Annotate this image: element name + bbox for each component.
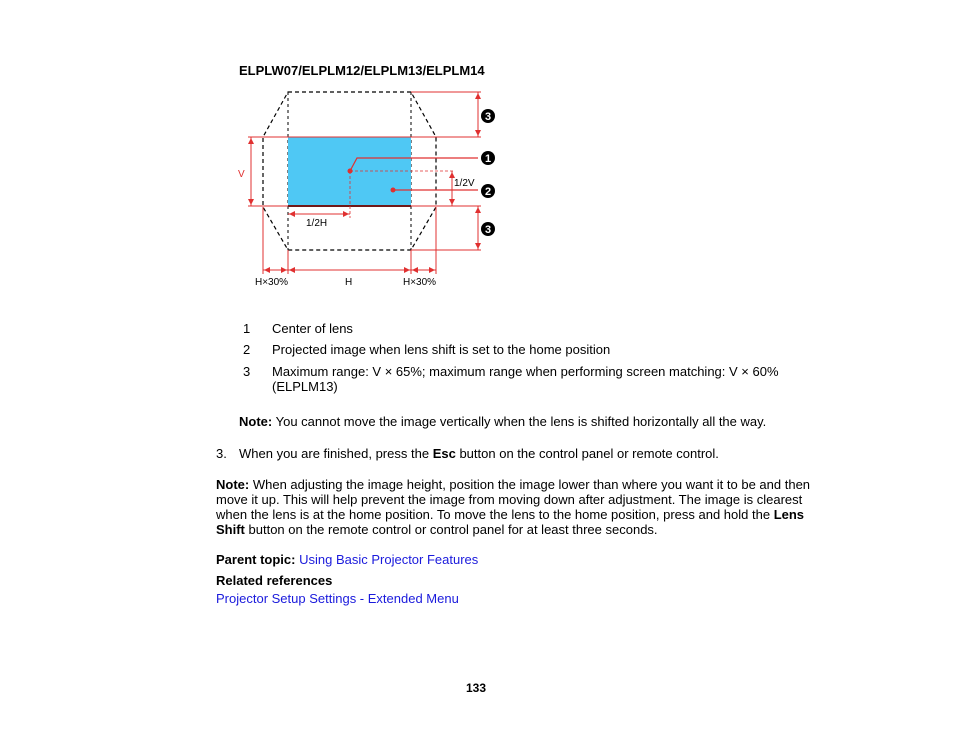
legend-text-3-cont: (ELPLM13) bbox=[272, 379, 338, 394]
v-arrow-top bbox=[248, 138, 254, 144]
half-v-arrow-b bbox=[449, 199, 455, 205]
top-range-arrow-a bbox=[475, 93, 481, 99]
related-references-heading: Related references bbox=[216, 573, 333, 588]
h-arrow-4 bbox=[404, 267, 410, 273]
svg-text:3: 3 bbox=[484, 224, 492, 236]
h-arrow-2 bbox=[281, 267, 287, 273]
shift-key-name: Shift bbox=[216, 522, 245, 537]
half-v-label: 1/2V bbox=[454, 178, 475, 189]
note2-line1-text: When adjusting the image height, position the image lower than where you want it to be and then bbox=[252, 477, 811, 492]
step-3-post: button on the control panel or remote control. bbox=[459, 446, 719, 461]
note2-line-2: move it up. This will help prevent the image from moving down after adjustment. The image is clearest bbox=[216, 492, 803, 507]
half-h-label: 1/2H bbox=[306, 218, 328, 229]
callout-2 bbox=[481, 184, 495, 198]
callout-1 bbox=[481, 151, 495, 165]
section-heading: ELPLW07/ELPLM12/ELPLM13/ELPLM14 bbox=[239, 63, 485, 78]
svg-text:1: 1 bbox=[484, 153, 492, 165]
legend-num-2: 2 bbox=[243, 342, 251, 357]
esc-key-name: Esc bbox=[432, 446, 456, 461]
note-vertical-shift bbox=[239, 414, 766, 429]
note2-label: Note: bbox=[216, 477, 250, 492]
svg-text:3: 3 bbox=[484, 111, 492, 123]
bottom-range-arrow-b bbox=[475, 243, 481, 249]
h-arrow-5 bbox=[412, 267, 418, 273]
parent-topic-label: Parent topic: bbox=[216, 552, 296, 567]
parent-topic bbox=[216, 552, 478, 567]
legend-num-3: 3 bbox=[243, 364, 251, 379]
h-arrow-6 bbox=[429, 267, 435, 273]
half-h-arrow-a bbox=[289, 211, 295, 217]
legend-text-3: Maximum range: V × 65%; maximum range when performing screen matching: V × 60% bbox=[272, 364, 779, 379]
v-label: V bbox=[238, 169, 245, 180]
related-reference-link[interactable]: Projector Setup Settings - Extended Menu bbox=[216, 591, 459, 606]
callout-3-top bbox=[481, 109, 495, 123]
lens-shift-range-diagram bbox=[230, 82, 500, 294]
note2-line-1 bbox=[216, 477, 810, 492]
parent-topic-link[interactable]: Using Basic Projector Features bbox=[299, 552, 479, 567]
step-3-text bbox=[239, 446, 719, 461]
bottom-range-arrow-a bbox=[475, 207, 481, 213]
h-right-label: H×30% bbox=[403, 277, 437, 288]
h-arrow-3 bbox=[289, 267, 295, 273]
note2-line-4 bbox=[216, 522, 658, 537]
step-3-pre: When you are finished, press the bbox=[239, 446, 430, 461]
h-label: H bbox=[345, 277, 353, 288]
v-arrow-bottom bbox=[248, 199, 254, 205]
note2-line3-text: when the lens is at the home position. To move the lens to the home position, press and hold the bbox=[216, 507, 771, 522]
note-label: Note: bbox=[239, 414, 273, 429]
step-number: 3. bbox=[216, 446, 227, 461]
note2-line4-text: button on the remote control or control panel for at least three seconds. bbox=[248, 522, 658, 537]
page-number: 133 bbox=[466, 681, 487, 695]
callout-3-bottom bbox=[481, 222, 495, 236]
legend-text-1: Center of lens bbox=[272, 321, 353, 336]
half-h-arrow-b bbox=[343, 211, 349, 217]
note-text: You cannot move the image vertically when the lens is shifted horizontally all the way. bbox=[275, 414, 767, 429]
svg-text:2: 2 bbox=[484, 186, 492, 198]
legend-num-1: 1 bbox=[243, 321, 251, 336]
h-arrow-1 bbox=[264, 267, 270, 273]
h-left-label: H×30% bbox=[255, 277, 289, 288]
legend-text-2: Projected image when lens shift is set to the home position bbox=[272, 342, 611, 357]
lens-key-name: Lens bbox=[773, 507, 805, 522]
note2-line-3 bbox=[216, 507, 804, 522]
top-range-arrow-b bbox=[475, 130, 481, 136]
